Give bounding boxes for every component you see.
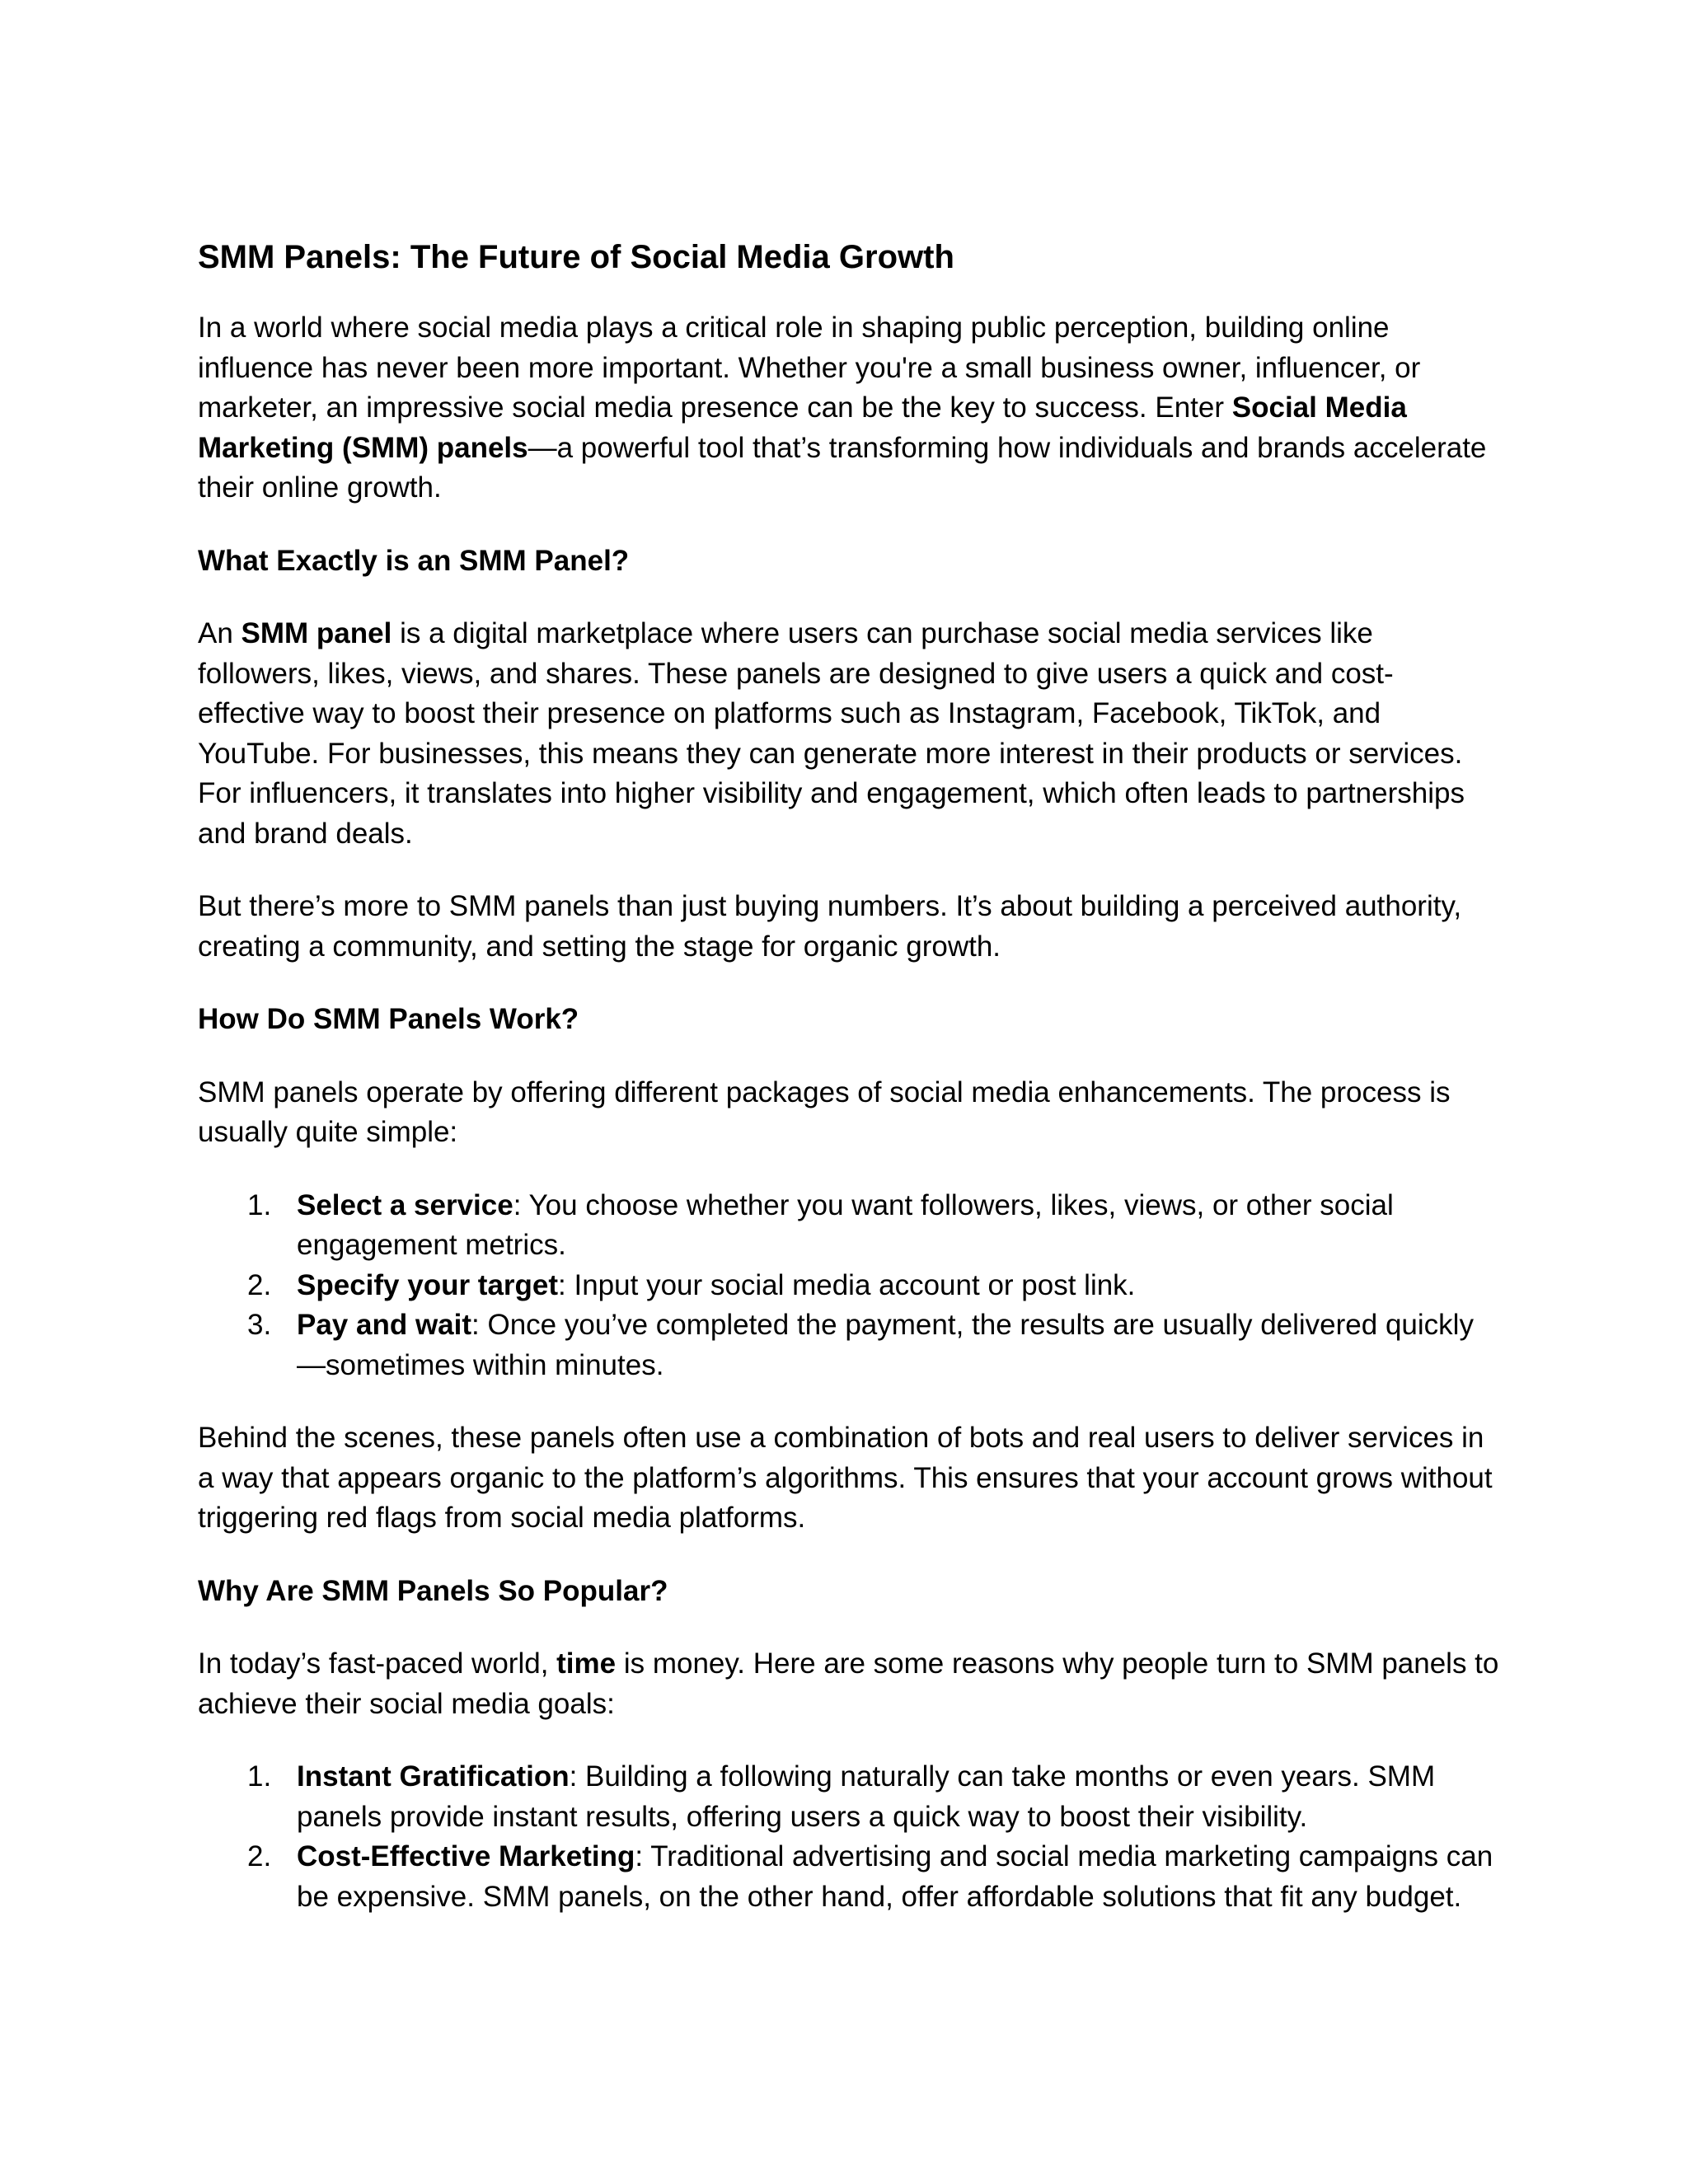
list-item-bold: Instant Gratification	[297, 1760, 570, 1793]
list-item-text: : Once you’ve completed the payment, the results are usually delivered quickly—sometimes within minutes.	[297, 1309, 1474, 1381]
list-item	[198, 1757, 1500, 1837]
list-item-text: : Input your social media account or post link.	[558, 1268, 1136, 1301]
section-heading-how: How Do SMM Panels Work?	[198, 1003, 579, 1035]
list-item-text: : Traditional advertising and social media marketing campaigns can be expensive. SMM panels, on the other hand, offer affordable solutions that fit any budget.	[297, 1840, 1493, 1913]
intro-bold: Social Media Marketing (SMM) panels	[198, 391, 1407, 464]
list-item-bold: Select a service	[297, 1188, 513, 1221]
document-page	[198, 232, 1500, 1950]
steps-list	[198, 1186, 1500, 1386]
list-number: 3.	[247, 1309, 272, 1341]
section1-paragraph-2: But there’s more to SMM panels than just buying numbers. It’s about building a perceived authority, creating a community, and setting the stage for organic growth.	[198, 890, 1462, 963]
section-heading-what: What Exactly is an SMM Panel?	[198, 544, 630, 577]
section1-p1-pre: An	[198, 617, 241, 649]
list-number: 1.	[247, 1760, 272, 1793]
intro-paragraph	[198, 308, 1500, 509]
list-item-text: : You choose whether you want followers, likes, views, or other social engagement metrics.	[297, 1188, 1394, 1261]
list-item-bold: Cost-Effective Marketing	[297, 1840, 635, 1872]
section1-p1-post: is a digital marketplace where users can purchase social media services like followers, likes, views, and shares. These panels are designed to give users a quick and cost-effective way to boost their presence on platforms such as Instagram, Facebook, TikTok, and YouTube. For businesses, this means they can generate more interest in their products or services. For influencers, it translates into higher visibility and engagement, which often leads to partnerships and brand deals.	[198, 617, 1465, 850]
list-number: 2.	[247, 1268, 272, 1301]
intro-text-1: In a world where social media plays a critical role in shaping public perception, building online influence has never been more important. Whether you're a small business owner, influencer, or marketer, an impressive social media presence can be the key to success. Enter	[198, 312, 1421, 424]
document-title: SMM Panels: The Future of Social Media Growth	[198, 239, 954, 275]
list-number: 1.	[247, 1188, 272, 1221]
intro-text-2: —a powerful tool that’s transforming how individuals and brands accelerate their online growth.	[198, 431, 1487, 504]
section2-outro: Behind the scenes, these panels often use a combination of bots and real users to deliver services in a way that appears organic to the platform’s algorithms. This ensures that your account grows without triggering red flags from social media platforms.	[198, 1422, 1493, 1534]
reasons-list	[198, 1757, 1500, 1917]
list-item-bold: Specify your target	[297, 1268, 559, 1301]
list-item-bold: Pay and wait	[297, 1309, 472, 1341]
section3-intro	[198, 1644, 1500, 1724]
section3-intro-pre: In today’s fast-paced world,	[198, 1647, 557, 1680]
section1-paragraph-1	[198, 614, 1500, 854]
list-item	[198, 1837, 1500, 1917]
section-heading-why: Why Are SMM Panels So Popular?	[198, 1574, 668, 1607]
list-item	[198, 1305, 1500, 1385]
section2-intro: SMM panels operate by offering different packages of social media enhancements. The process is usually quite simple:	[198, 1076, 1451, 1148]
list-item	[198, 1186, 1500, 1266]
list-number: 2.	[247, 1840, 272, 1872]
section3-intro-post: is money. Here are some reasons why people turn to SMM panels to achieve their social media goals:	[198, 1647, 1499, 1720]
section1-p1-bold: SMM panel	[241, 617, 392, 649]
list-item	[198, 1266, 1500, 1306]
list-item-text: : Building a following naturally can take months or even years. SMM panels provide instant results, offering users a quick way to boost their visibility.	[297, 1760, 1436, 1833]
section3-intro-bold: time	[556, 1647, 617, 1680]
